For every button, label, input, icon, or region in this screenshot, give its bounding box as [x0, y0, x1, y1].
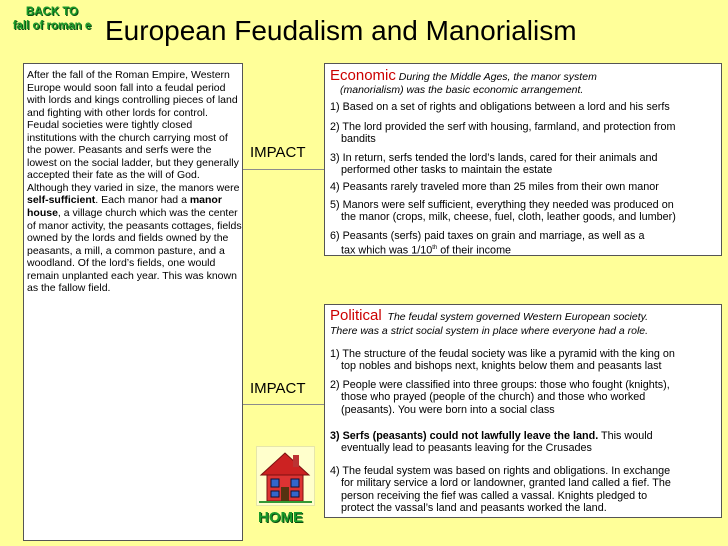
political-item-2-line-1: 2) People were classified into three groups: those who fought (knights), — [330, 379, 670, 391]
economic-heading-row — [330, 67, 597, 84]
political-heading: Political — [330, 307, 382, 324]
political-subtitle-b: There was a strict social system in place where everyone had a role. — [330, 325, 649, 337]
political-item-3-bold: 3) Serfs (peasants) could not lawfully leave the land. — [330, 430, 599, 442]
intro-paragraph — [27, 69, 242, 295]
economic-item-6-sup: th — [432, 245, 438, 252]
economic-item-3-line-2: performed other tasks to maintain the estate — [341, 164, 553, 177]
political-item-3-line-1 — [330, 430, 653, 442]
page-title: European Feudalism and Manorialism — [105, 15, 577, 46]
intro-text-part-2: . Each manor had a — [95, 194, 190, 207]
political-box — [324, 304, 722, 518]
home-link[interactable]: HOME — [258, 509, 303, 526]
economic-item-4-line-1: 4) Peasants rarely traveled more than 25 miles from their own manor — [330, 181, 659, 193]
economic-item-2-line-2: bandits — [341, 133, 376, 146]
economic-item-5-line-1: 5) Manors were self sufficient, everything they needed was produced on — [330, 199, 674, 211]
economic-item-5-line-2: the manor (crops, milk, cheese, fuel, cloth, leather goods, and lumber) — [341, 211, 676, 224]
back-to-fall-of-rome-link[interactable] — [6, 5, 98, 33]
back-link-line-2: fall of roman e — [12, 20, 92, 32]
intro-text-box — [23, 63, 243, 541]
economic-item-2-line-1: 2) The lord provided the serf with housing, farmland, and protection from — [330, 121, 676, 133]
economic-item-6-line-1: 6) Peasants (serfs) paid taxes on grain and marriage, as well as a — [330, 230, 645, 242]
political-item-4-line-3: person receiving the fief was called a vassal. Knights pledged to — [341, 489, 648, 502]
economic-item-6-line-2b: of their income — [437, 245, 512, 257]
political-subtitle-a: The feudal system governed Western European society. — [387, 311, 649, 323]
impact-connector-economic — [243, 169, 324, 170]
political-item-4-line-1: 4) The feudal system was based on rights and obligations. In exchange — [330, 465, 671, 477]
impact-connector-political — [243, 404, 324, 405]
political-item-1-line-2: top nobles and bishops next, knights below them and peasants last — [341, 360, 662, 373]
intro-bold-manor-house: manor house — [27, 194, 222, 220]
economic-item-1-line-1: 1) Based on a set of rights and obligations between a lord and his serfs — [330, 101, 670, 113]
intro-text-part-3: , a village church which was the center of manor activity, the peasants cottages, fields owned by the lords and fields owned by the peasants, a mill, a common pasture, and a woodland. Of the lord’s fields, one would remain unplanted each year. This was known as the fallow field. — [27, 207, 242, 295]
intro-bold-self-sufficient: self-sufficient — [27, 194, 96, 207]
political-item-4 — [330, 465, 720, 515]
economic-item-4 — [330, 181, 720, 193]
impact-label-political: IMPACT — [250, 380, 306, 397]
economic-item-3-line-1: 3) In return, serfs tended the lord’s lands, cared for their animals and — [330, 152, 658, 164]
house-icon[interactable] — [256, 446, 315, 506]
economic-item-6-line-2 — [330, 242, 720, 257]
political-item-3 — [330, 430, 720, 455]
back-link-line-1: BACK TO — [25, 6, 79, 18]
political-item-2 — [330, 379, 720, 416]
political-item-4-line-2: for military service a lord or landowner, granted land called a fief. The — [341, 477, 671, 490]
political-item-1 — [330, 348, 720, 373]
political-heading-row — [330, 307, 648, 324]
economic-heading: Economic — [330, 67, 396, 84]
economic-item-5 — [330, 199, 720, 224]
political-item-3-line-2: eventually lead to peasants leaving for the Crusades — [341, 442, 592, 455]
economic-item-2 — [330, 121, 720, 146]
intro-text-part-1: After the fall of the Roman Empire, Western Europe would soon fall into a feudal period with lords and kings controlling pieces of land and fighting with other lords for control. Feudal societies were tightly closed institutions with the church carrying most of the power. Peasants and serfs were the lowest on the social ladder, but they generally accepted their fate as the will of God. Although they varied in size, the manors were — [27, 69, 240, 194]
economic-box — [324, 63, 722, 256]
impact-label-economic: IMPACT — [250, 144, 306, 161]
economic-item-1 — [330, 101, 720, 113]
economic-item-6 — [330, 230, 720, 257]
economic-subtitle-a: During the Middle Ages, the manor system — [398, 71, 597, 83]
political-item-3-rest: This would — [598, 430, 653, 442]
economic-subtitle-b: (manorialism) was the basic economic arrangement. — [340, 84, 584, 96]
political-item-2-line-3: (peasants). You were born into a social class — [341, 403, 555, 416]
economic-item-6-line-2a: tax which was 1/10 — [341, 245, 433, 257]
political-item-4-line-4: protect the vassal’s land and peasants worked the land. — [341, 502, 607, 515]
political-item-2-line-2: those who prayed (people of the church) and those who worked — [341, 391, 646, 404]
political-item-1-line-1: 1) The structure of the feudal society was like a pyramid with the king on — [330, 348, 675, 360]
economic-item-3 — [330, 152, 720, 177]
